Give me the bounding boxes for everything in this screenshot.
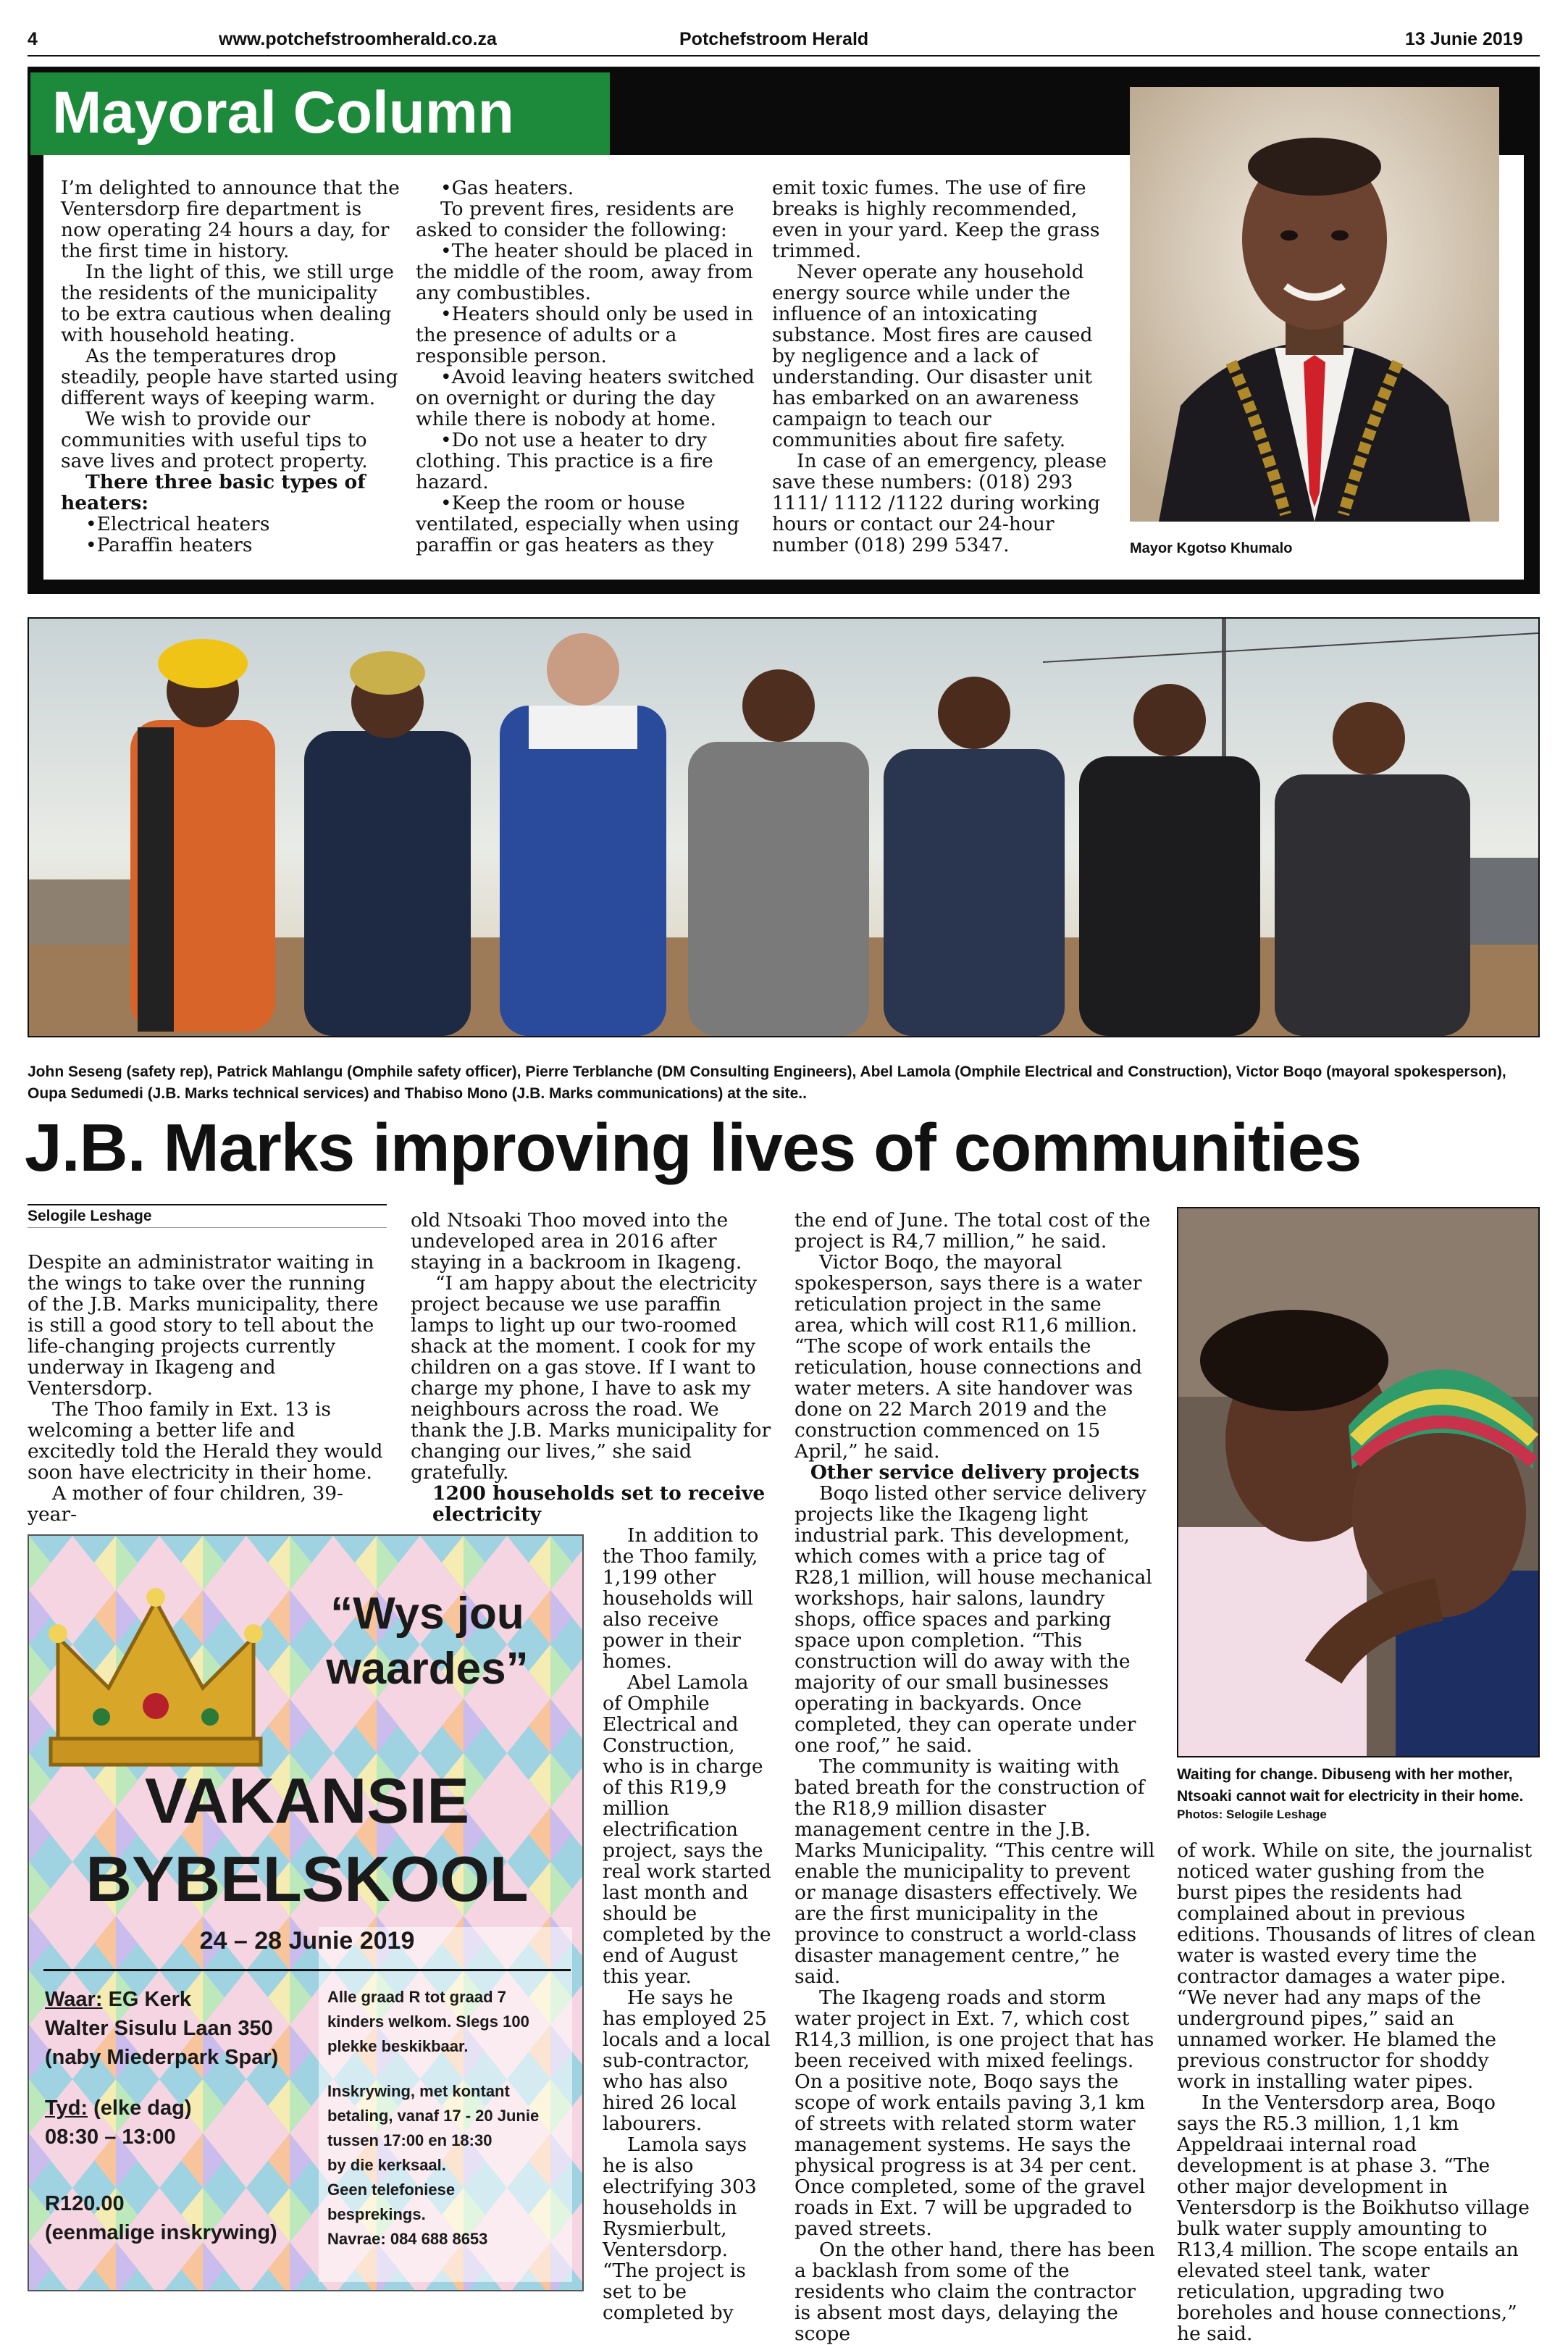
article-col-2b	[603, 1525, 771, 2323]
mayoral-p: emit toxic fumes. The use of fire breaks is highly recommended, even in your yard. Keep the grass trimmed.	[772, 177, 1100, 262]
mayoral-col-3	[772, 177, 1112, 556]
advert-time-value: 08:30 – 13:00	[45, 2125, 176, 2149]
advert-dates: 24 – 28 Junie 2019	[199, 1927, 415, 1955]
site-group-photo	[28, 617, 1540, 1037]
mayoral-p: •Do not use a heater to dry clothing. This practice is a fire hazard.	[416, 429, 713, 493]
article-p: The Ikageng roads and storm water project in Ext. 7, which cost R14,3 million, is one project that has been received with mixed feelings. On a positive note, Boqo says the scope of work entails paving 3,1 km of streets with related storm water management systems. He says the physical progress is at 34 per cent. Once completed, some of the gravel roads in Ext. 7 will be upgraded to paved streets.	[795, 1986, 1154, 2240]
advert-time	[45, 2094, 313, 2123]
mayoral-p: •Keep the room or house ventilated, especially when using paraffin or gas heaters as they	[416, 492, 739, 556]
advert-right-line: besprekings.	[327, 2205, 426, 2223]
paper-name: Potchefstroom Herald	[679, 29, 869, 49]
advert-where	[45, 1985, 313, 2014]
subhead-households: 1200 households set to receive electricity	[432, 1482, 766, 1526]
holiday-bible-school-advert	[28, 1534, 584, 2291]
article-p: In addition to the Thoo family, 1,199 other households will also receive power in their homes.	[603, 1524, 759, 1673]
article-p: In the Ventersdorp area, Boqo says the R5.3 million, 1,1 km Appeldraai internal road development is at phase 3. “The other major development in Ventersdorp is the Boikhutso village bulk water supply amounting to R13,4 million. The scope entails an elevated steel tank, water reticulation, upgrading two boreholes and house connections,” he said.	[1177, 2091, 1530, 2345]
advert-title	[29, 1762, 584, 1918]
article-p: He says he has employed 25 locals and a local sub-contractor, who has also hired 26 local labourers.	[603, 1986, 771, 2135]
header-rule	[28, 55, 1540, 57]
advert-left-info	[45, 1985, 313, 2247]
advert-right-line: Inskrywing, met kontant	[327, 2082, 510, 2100]
mayoral-p: To prevent fires, residents are asked to consider the following:	[416, 198, 734, 241]
advert-right-line: tussen 17:00 en 18:30	[327, 2131, 492, 2149]
article-p: On the other hand, there has been a backlash from some of the residents who claim the contractor is absent most days, delaying the scope	[795, 2239, 1155, 2345]
advert-right-line: by die kerksaal.	[327, 2156, 446, 2174]
page-number: 4	[28, 29, 38, 49]
article-headline: J.B. Marks improving lives of communities	[25, 1110, 1362, 1185]
article-col-1	[28, 1252, 387, 1525]
article-p: Despite an administrator waiting in the wings to take over the running of the J.B. Marks municipality, there is still a good story to tell about the life-changing projects currently underway in Ikageng and Ventersdorp.	[28, 1251, 379, 1400]
article-subhead-1	[411, 1483, 771, 1525]
advert-right-line: kinders welkom. Slegs 100	[327, 2012, 529, 2031]
mayoral-p: As the temperatures drop steadily, people have started using different ways of keeping warm.	[61, 345, 398, 409]
mayoral-p: •Heaters should only be used in the presence of adults or a responsible person.	[416, 303, 754, 367]
article-p: Boqo listed other service delivery projects like the Ikageng light industrial park. This development, which comes with a price tag of R28,1 million, will house mechanical workshops, hair salons, laundry shops, office spaces and parking space upon completion. “This construction will do away with the majority of our small businesses operating in backyards. Once completed, they can operate under one roof,” he said.	[795, 1482, 1152, 1757]
advert-right-line: Alle graad R tot graad 7	[327, 1988, 506, 2006]
mayoral-p: •Avoid leaving heaters switched on overnight or during the day while there is nobody at home.	[416, 366, 755, 430]
advert-right-info	[327, 1985, 574, 2252]
mayoral-bullet: •Paraffin heaters	[85, 534, 253, 556]
advert-where-label: Waar:	[45, 1988, 103, 2011]
advert-title-line2: BYBELSKOOL	[85, 1843, 529, 1915]
article-p: Lamola says he is also electrifying 303 households in Rysmierbult, Ventersdorp. “The project is set to be completed by	[603, 2133, 757, 2324]
mother-daughter-photo	[1177, 1207, 1540, 1757]
advert-address-1: Walter Sisulu Laan 350	[45, 2017, 273, 2040]
mayoral-p: Never operate any household energy source while under the influence of an intoxicating substance. Most fires are caused by negligence and a lack of understanding. Our disaster unit has embarked on an awareness campaign to teach our communities about fire safety.	[772, 261, 1093, 451]
article-col-4	[1177, 1840, 1540, 2344]
article-p: The community is waiting with bated breath for the construction of the R18,9 million disaster management centre in the J.B. Marks Municipality. “This centre will enable the municipality to prevent or manage disasters effectively. We are the first municipality in the province to construct a world-class disaster management centre,” he said.	[795, 1755, 1155, 1988]
photo-credit: Photos: Selogile Leshage	[1177, 1807, 1327, 1821]
mayoral-p: We wish to provide our communities with useful tips to save lives and protect property.	[61, 408, 368, 472]
mayoral-bullet: •Electrical heaters	[85, 513, 270, 535]
mother-daughter-caption: Waiting for change. Dibuseng with her mother, Ntsoaki cannot wait for electricity in their home.	[1177, 1766, 1524, 1805]
advert-right-line: Navrae: 084 688 8653	[327, 2230, 488, 2248]
byline-rule-bottom	[28, 1227, 387, 1228]
mayoral-p: •Gas heaters.	[440, 177, 574, 199]
advert-where-value: EG Kerk	[108, 1988, 192, 2011]
article-byline: Selogile Leshage	[28, 1208, 152, 1224]
issue-date: 13 Junie 2019	[1405, 29, 1523, 49]
mayoral-column-heading: Mayoral Column	[30, 72, 610, 155]
advert-price: R120.00	[45, 2192, 125, 2215]
article-col-2	[411, 1210, 771, 1483]
mayoral-p: In the light of this, we still urge the residents of the municipality to be extra cautious when dealing with household heating.	[61, 261, 394, 346]
article-p: old Ntsoaki Thoo moved into the undeveloped area in 2016 after staying in a backroom in Ikageng.	[411, 1209, 742, 1274]
article-p: The Thoo family in Ext. 13 is welcoming a better life and excitedly told the Herald they would soon have electricity in their home.	[28, 1398, 383, 1484]
mayoral-subhead: There three basic types of heaters:	[61, 471, 366, 514]
advert-time-label: Tyd:	[45, 2097, 88, 2120]
website-url[interactable]: www.potchefstroomherald.co.za	[219, 29, 497, 49]
advert-address-2: (naby Miederpark Spar)	[45, 2046, 279, 2069]
mayoral-col-2	[416, 177, 756, 556]
advert-title-line1: VAKANSIE	[144, 1765, 470, 1836]
subhead-other-projects: Other service delivery projects	[810, 1461, 1140, 1484]
mayor-portrait-photo	[1130, 87, 1499, 522]
advert-right-line: Geen telefoniese	[327, 2181, 456, 2199]
article-p: “I am happy about the electricity project because we use paraffin lamps to light up our two-roomed shack at the moment. I cook for my children on a gas stove. If I want to charge my phone, I have to ask my neighbours across the road. We thank the J.B. Marks municipality for changing our lives,” she said gratefully.	[411, 1272, 771, 1484]
advert-divider	[43, 1969, 571, 1971]
article-p: A mother of four children, 39-year-	[28, 1482, 344, 1526]
advert-right-line: betaling, vanaf 17 - 20 Junie	[327, 2107, 540, 2125]
advert-price-note: (eenmalige inskrywing)	[45, 2221, 277, 2244]
group-photo-caption: John Seseng (safety rep), Patrick Mahlangu (Omphile safety officer), Pierre Terblanche (DM Consulting Engineers), Abel Lamola (Omphile Electrical and Construction), Victor Boqo (mayoral spokesperson), Oupa Sedumedi (J.B. Marks technical services) and Thabiso Mono (J.B. Marks communications) at the site..	[28, 1063, 1506, 1102]
mayor-portrait-caption: Mayor Kgotso Khumalo	[1130, 540, 1293, 556]
advert-slogan-line1: “Wys jou	[330, 1589, 524, 1639]
advert-slogan	[290, 1587, 565, 1697]
mayoral-col-1	[61, 177, 401, 556]
article-col-3	[795, 1210, 1155, 2344]
article-p: of work. While on site, the journalist noticed water gushing from the burst pipes the residents had complained about in previous editions. Thousands of litres of clean water is wasted every time the contractor damages a water pipe. “We never had any maps of the underground pipes,” said an unnamed worker. He blamed the previous constructor for shoddy work in installing water pipes.	[1177, 1839, 1536, 2093]
mayoral-p: •The heater should be placed in the middle of the room, away from any combustibles.	[416, 240, 753, 304]
advert-time-note: (elke dag)	[93, 2097, 192, 2120]
mayoral-p: I’m delighted to announce that the Ventersdorp fire department is now operating 24 hours a day, for the first time in history.	[61, 177, 400, 262]
article-p: the end of June. The total cost of the project is R4,7 million,” he said.	[795, 1209, 1151, 1253]
mayoral-p: In case of an emergency, please save these numbers: (018) 293 1111/ 1112 /1122 during working hours or contact our 24-hour number (018) 299 5347.	[772, 450, 1107, 556]
advert-slogan-line2: waardes”	[326, 1644, 529, 1694]
advert-right-line: plekke beskikbaar.	[327, 2037, 469, 2055]
article-p: Victor Boqo, the mayoral spokesperson, says there is a water reticulation project in the same area, which will cost R11,6 million. “The scope of work entails the reticulation, house connections and water meters. A site handover was done on 22 March 2019 and the construction commenced on 15 April,” he said.	[795, 1251, 1142, 1463]
article-p: Abel Lamola of Omphile Electrical and Construction, who is in charge of this R19,9 million electrification project, says the real work started last month and should be completed by the end of August this year.	[603, 1671, 771, 1988]
